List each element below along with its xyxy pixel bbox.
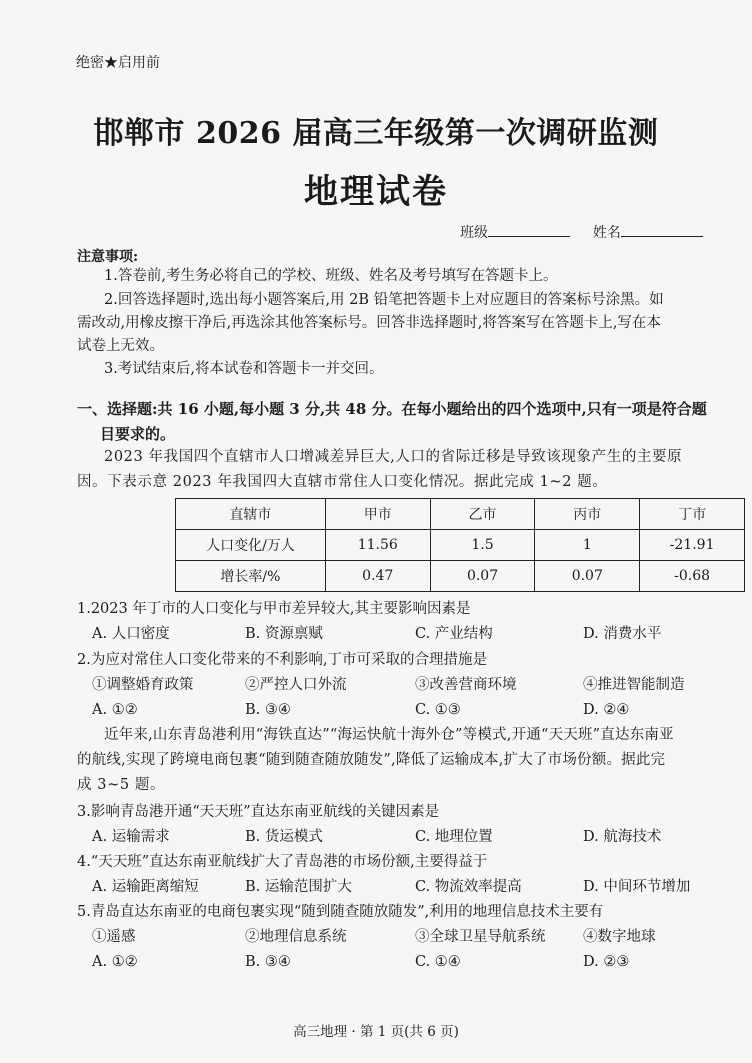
table-cell: -0.68: [640, 561, 745, 592]
notice-heading: 注意事项:: [77, 249, 139, 265]
question-4-stem: 4.“天天班”直达东南亚航线扩大了青岛港的市场份额,主要得益于: [77, 854, 488, 870]
question-5-option-a: A. ①②: [92, 954, 138, 970]
material-2-line-2: 的航线,实现了跨境电商包裹“随到随查随放随发”,降低了运输成本,扩大了市场份额。据此完: [77, 752, 666, 768]
question-2-item-4: ④推进智能制造: [583, 677, 685, 693]
question-1-option-b: B. 资源禀赋: [245, 626, 323, 642]
question-2-item-2: ②严控人口外流: [245, 677, 347, 693]
table-header-row: [176, 499, 745, 530]
table-row: [176, 530, 745, 561]
question-5-option-d: D. ②③: [583, 954, 630, 970]
question-1-option-a: A. 人口密度: [92, 626, 170, 642]
notice-item-2-line-1: 2.回答选择题时,选出每小题答案后,用 2B 铅笔把答题卡上对应题目的答案标号涂黑。如: [104, 292, 664, 308]
secret-label: 绝密★启用前: [76, 55, 160, 71]
material-2-line-1: 近年来,山东青岛港利用“海铁直达”“海运快航十海外仓”等模式,开通“天天班”直达东南亚: [104, 727, 674, 743]
class-blank: [488, 222, 570, 237]
subject-title: 地理试卷: [304, 172, 448, 212]
section-heading-line-2: 目要求的。: [100, 425, 176, 443]
notice-item-1: 1.答卷前,考生务必将自己的学校、班级、姓名及考号填写在答题卡上。: [104, 268, 558, 284]
question-3-option-a: A. 运输需求: [92, 829, 170, 845]
table-cell: 1: [535, 530, 640, 561]
question-5-option-c: C. ①④: [415, 954, 461, 970]
question-2-option-c: C. ①③: [415, 702, 461, 718]
question-5-item-3: ③全球卫星导航系统: [415, 929, 546, 945]
question-4-option-b: B. 运输范围扩大: [245, 879, 352, 895]
question-5-item-2: ②地理信息系统: [245, 929, 347, 945]
notice-item-3: 3.考试结束后,将本试卷和答题卡一并交回。: [104, 361, 384, 377]
table-cell: 0.47: [325, 561, 430, 592]
question-3-stem: 3.影响青岛港开通“天天班”直达东南亚航线的关键因素是: [77, 804, 440, 820]
question-4-option-a: A. 运输距离缩短: [92, 879, 199, 895]
question-4-option-c: C. 物流效率提高: [415, 879, 522, 895]
table-header-cell: 丁市: [640, 499, 745, 530]
material-1-line-1: 2023 年我国四个直辖市人口增减差异巨大,人口的省际迁移是导致该现象产生的主要原: [104, 449, 683, 465]
table-header-cell: 直辖市: [176, 499, 326, 530]
table-cell: -21.91: [640, 530, 745, 561]
name-blank: [621, 222, 703, 237]
class-name-fields: [460, 222, 703, 242]
question-5-stem: 5.青岛直达东南亚的电商包裹实现“随到随查随放随发”,利用的地理信息技术主要有: [77, 904, 604, 920]
question-5-item-1: ①遥感: [92, 929, 136, 945]
question-3-option-d: D. 航海技术: [583, 829, 662, 845]
population-table: [175, 498, 745, 592]
question-2-item-1: ①调整婚育政策: [92, 677, 194, 693]
exam-title: 邯郸市 2026 届高三年级第一次调研监测: [93, 116, 659, 151]
table-cell: 人口变化/万人: [176, 530, 326, 561]
table-cell: 11.56: [325, 530, 430, 561]
question-2-stem: 2.为应对常住人口变化带来的不利影响,丁市可采取的合理措施是: [77, 652, 487, 668]
table-header-cell: 乙市: [430, 499, 535, 530]
table-cell: 0.07: [430, 561, 535, 592]
question-2-option-b: B. ③④: [245, 702, 291, 718]
table-cell: 增长率/%: [176, 561, 326, 592]
question-5-item-4: ④数字地球: [583, 929, 656, 945]
question-1-stem: 1.2023 年丁市的人口变化与甲市差异较大,其主要影响因素是: [77, 601, 471, 617]
section-heading-line-1: 一、选择题:共 16 小题,每小题 3 分,共 48 分。在每小题给出的四个选项中,只有一项是符合题: [77, 400, 707, 418]
question-3-option-b: B. 货运模式: [245, 829, 323, 845]
table-cell: 0.07: [535, 561, 640, 592]
material-2-line-3: 成 3~5 题。: [77, 777, 166, 793]
material-1-line-2: 因。下表示意 2023 年我国四大直辖市常住人口变化情况。据此完成 1~2 题。: [77, 474, 608, 490]
question-2-option-d: D. ②④: [583, 702, 630, 718]
class-label: 班级: [460, 225, 488, 241]
question-1-option-d: D. 消费水平: [583, 626, 662, 642]
question-5-option-b: B. ③④: [245, 954, 291, 970]
notice-item-2-line-3: 试卷上无效。: [77, 338, 164, 354]
notice-item-2-line-2: 需改动,用橡皮擦干净后,再选涂其他答案标号。回答非选择题时,将答案写在答题卡上,写在本: [77, 315, 661, 331]
table-header-cell: 甲市: [325, 499, 430, 530]
question-2-item-3: ③改善营商环境: [415, 677, 517, 693]
question-2-option-a: A. ①②: [92, 702, 138, 718]
question-1-option-c: C. 产业结构: [415, 626, 493, 642]
question-4-option-d: D. 中间环节增加: [583, 879, 691, 895]
table-cell: 1.5: [430, 530, 535, 561]
question-3-option-c: C. 地理位置: [415, 829, 493, 845]
table-header-cell: 丙市: [535, 499, 640, 530]
name-label: 姓名: [592, 225, 621, 241]
page-footer: 高三地理 · 第 1 页(共 6 页): [293, 1024, 459, 1040]
table-row: [176, 561, 745, 592]
